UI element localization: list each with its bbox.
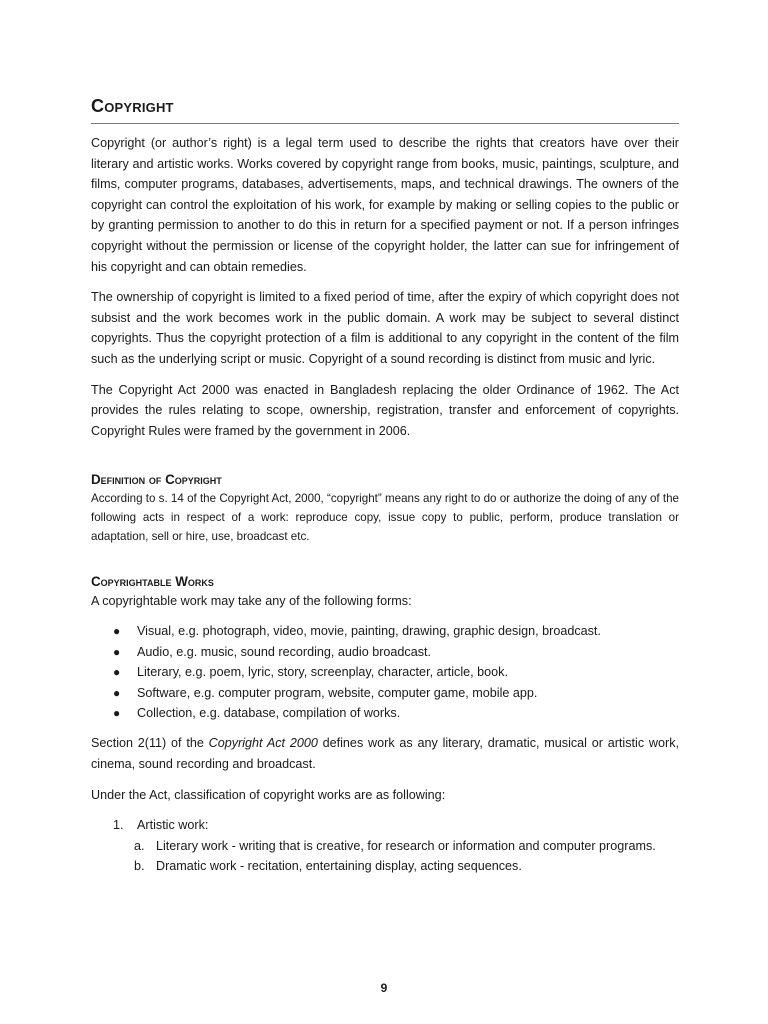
copyrightable-intro: A copyrightable work may take any of the following forms: <box>91 594 412 609</box>
list-item <box>113 703 679 723</box>
body-paragraph: Copyright (or author’s right) is a legal term used to describe the rights that creators have over their literary and artistic works. Works covered by copyright range from books, music, paintings, sculpture, and films, computer programs, databases, advertisements, maps, and technical drawings. The owners of the copyright can control the exploitation of his work, for example by making or selling copies to the public or by granting permission to another to do this in return for a specified payment or not. If a person infringes copyright without the permission or license of the copyright holder, the latter can sue for infringement of his copyright and can obtain remedies. <box>91 136 679 274</box>
bullet-icon: ● <box>113 624 121 639</box>
classification-list <box>91 815 679 835</box>
classification-sub-list <box>91 836 679 877</box>
bullet-icon: ● <box>113 665 121 680</box>
classification-item <box>113 815 679 835</box>
list-number: 1. <box>113 818 124 833</box>
classification-intro: Under the Act, classification of copyright works are as following: <box>91 787 446 802</box>
list-item <box>113 621 679 641</box>
forms-list <box>91 621 679 723</box>
page-number: 9 <box>380 981 388 995</box>
sub-list-item-text: Dramatic work - recitation, entertaining display, acting sequences. <box>156 858 522 873</box>
list-item <box>113 642 679 662</box>
list-item-text: Audio, e.g. music, sound recording, audio broadcast. <box>137 644 432 659</box>
body-paragraph: The ownership of copyright is limited to a fixed period of time, after the expiry of which copyright does not subsist and the work becomes work in the public domain. A work may be subject to several distinct copyrights. Thus the copyright protection of a film is additional to any copyright in the content of the film such as the underlying script or music. Copyright of a sound recording is distinct from music and lyric. <box>91 290 679 366</box>
section-heading-copyrightable-works: Copyrightable Works <box>91 574 214 590</box>
sub-list-item <box>134 836 679 856</box>
body-paragraph: The Copyright Act 2000 was enacted in Bangladesh replacing the older Ordinance of 1962. The Act provides the rules relating to scope, ownership, registration, transfer and enforcement of copyrights. Copyright Rules were framed by the government in 2006. <box>91 382 679 438</box>
list-item-text: Visual, e.g. photograph, video, movie, painting, drawing, graphic design, broadcast. <box>137 624 601 639</box>
section-heading-definition: Definition of Copyright <box>91 472 222 488</box>
list-item-text: Collection, e.g. database, compilation of works. <box>137 705 401 720</box>
bullet-icon: ● <box>113 685 121 700</box>
sub-list-item <box>134 856 679 876</box>
bullet-icon: ● <box>113 644 121 659</box>
act-title: Copyright Act 2000 <box>208 736 318 751</box>
list-letter: b. <box>134 858 145 873</box>
list-item-text: Literary, e.g. poem, lyric, story, screenplay, character, article, book. <box>137 665 508 680</box>
classification-label: Artistic work: <box>137 818 209 833</box>
list-item <box>113 662 679 682</box>
page-title: Copyright <box>91 96 679 124</box>
list-item <box>113 683 679 703</box>
sub-list-item-text: Literary work - writing that is creative, for research or information and computer programs. <box>156 838 656 853</box>
bullet-icon: ● <box>113 705 121 720</box>
page-content <box>91 96 679 876</box>
list-letter: a. <box>134 838 145 853</box>
section-definition-paragraph: Section 2(11) of the Copyright Act 2000 defines work as any literary, dramatic, musical or artistic work, cinema, sound recording and broadcast. <box>91 736 679 771</box>
definition-text: According to s. 14 of the Copyright Act, 2000, “copyright” means any right to do or authorize the doing of any of the following acts in respect of a work: reproduce copy, issue copy to public, perform, produce translation or adaptation, sell or hire, use, broadcast etc. <box>91 492 679 544</box>
list-item-text: Software, e.g. computer program, website, computer game, mobile app. <box>137 685 538 700</box>
